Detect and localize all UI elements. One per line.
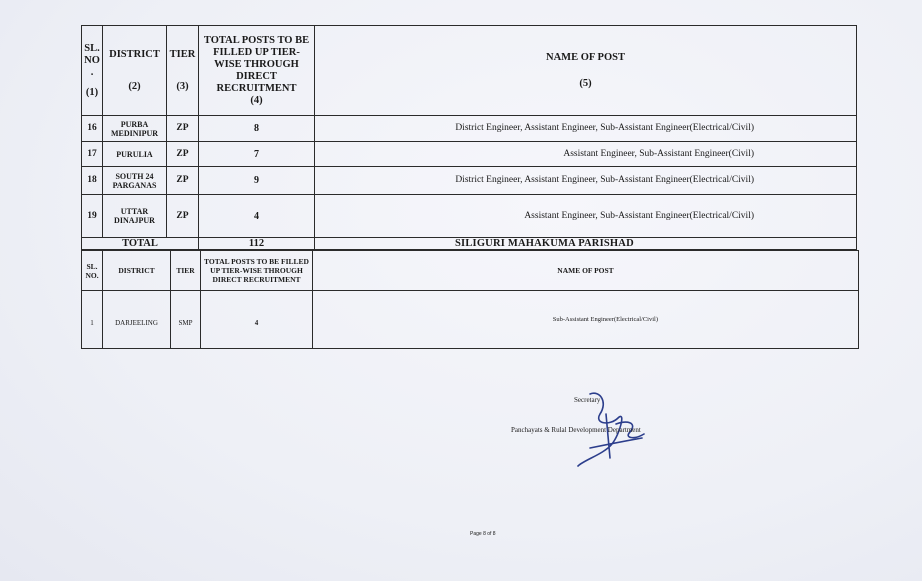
cell-sl: 1 bbox=[82, 291, 103, 349]
header-total-posts bbox=[199, 26, 315, 116]
posts-table-main bbox=[81, 25, 857, 250]
header-district bbox=[103, 26, 167, 116]
cell-posts: 8 bbox=[199, 116, 315, 142]
table-row bbox=[82, 116, 857, 142]
cell-posts: 7 bbox=[199, 142, 315, 167]
header-sl bbox=[82, 26, 103, 116]
cell-sl: 16 bbox=[82, 116, 103, 142]
header-total-posts-label: TOTAL POSTS TO BE FILLED UP TIER-WISE THROUGH DIRECT RECRUITMENT bbox=[203, 34, 310, 94]
signature-department: Panchayats & Rulal Development Department bbox=[511, 426, 641, 434]
total-label: TOTAL bbox=[82, 238, 199, 250]
header-tier bbox=[167, 26, 199, 116]
cell-district: SOUTH 24 PARGANAS bbox=[103, 167, 167, 195]
cell-posts: 9 bbox=[199, 167, 315, 195]
cell-tier: ZP bbox=[167, 167, 199, 195]
cell-name-of-post: Sub-Assistant Engineer(Electrical/Civil) bbox=[313, 291, 859, 349]
header-district-index: (2) bbox=[128, 80, 141, 92]
header-tier-label: TIER bbox=[169, 48, 196, 60]
page-number: Page 8 of 8 bbox=[470, 531, 496, 537]
table-row bbox=[82, 291, 859, 349]
header-district-label: DISTRICT bbox=[109, 48, 160, 60]
header-sl-label: SL. NO . bbox=[84, 42, 100, 78]
table-row bbox=[82, 142, 857, 167]
header-tier: TIER bbox=[171, 251, 201, 291]
total-row bbox=[82, 238, 857, 250]
cell-district: PURULIA bbox=[103, 142, 167, 167]
cell-sl: 19 bbox=[82, 195, 103, 238]
cell-tier: ZP bbox=[167, 116, 199, 142]
header-name-of-post: NAME OF POST bbox=[313, 251, 859, 291]
cell-district: UTTAR DINAJPUR bbox=[103, 195, 167, 238]
signature-designation: Secretary bbox=[574, 396, 601, 404]
cell-name-of-post: District Engineer, Assistant Engineer, Sub-Assistant Engineer(Electrical/Civil) bbox=[315, 116, 857, 142]
header-district: DISTRICT bbox=[103, 251, 171, 291]
header-sl: SL. NO. bbox=[82, 251, 103, 291]
cell-tier: SMP bbox=[171, 291, 201, 349]
table-row bbox=[82, 195, 857, 238]
section-title: SILIGURI MAHAKUMA PARISHAD bbox=[315, 238, 857, 250]
table-row bbox=[82, 167, 857, 195]
header-name-of-post-label: NAME OF POST bbox=[546, 51, 625, 63]
total-value: 112 bbox=[199, 238, 315, 250]
cell-name-of-post: District Engineer, Assistant Engineer, Sub-Assistant Engineer(Electrical/Civil) bbox=[315, 167, 857, 195]
header-name-of-post bbox=[315, 26, 857, 116]
posts-table-siliguri bbox=[81, 250, 859, 349]
cell-district: PURBA MEDINIPUR bbox=[103, 116, 167, 142]
cell-sl: 17 bbox=[82, 142, 103, 167]
table-header-row bbox=[82, 26, 857, 116]
header-tier-index: (3) bbox=[176, 80, 189, 92]
cell-sl: 18 bbox=[82, 167, 103, 195]
cell-name-of-post: Assistant Engineer, Sub-Assistant Engineer(Electrical/Civil) bbox=[315, 195, 857, 238]
header-sl-index: (1) bbox=[85, 86, 99, 98]
cell-posts: 4 bbox=[199, 195, 315, 238]
cell-posts: 4 bbox=[201, 291, 313, 349]
header-name-of-post-index: (5) bbox=[579, 77, 592, 89]
cell-name-of-post: Assistant Engineer, Sub-Assistant Engineer(Civil) bbox=[315, 142, 857, 167]
table-header-row bbox=[82, 251, 859, 291]
cell-tier: ZP bbox=[167, 195, 199, 238]
cell-district: DARJEELING bbox=[103, 291, 171, 349]
header-total-posts-index: (4) bbox=[250, 94, 263, 106]
header-total-posts: TOTAL POSTS TO BE FILLED UP TIER-WISE THROUGH DIRECT RECRUITMENT bbox=[201, 251, 313, 291]
cell-tier: ZP bbox=[167, 142, 199, 167]
